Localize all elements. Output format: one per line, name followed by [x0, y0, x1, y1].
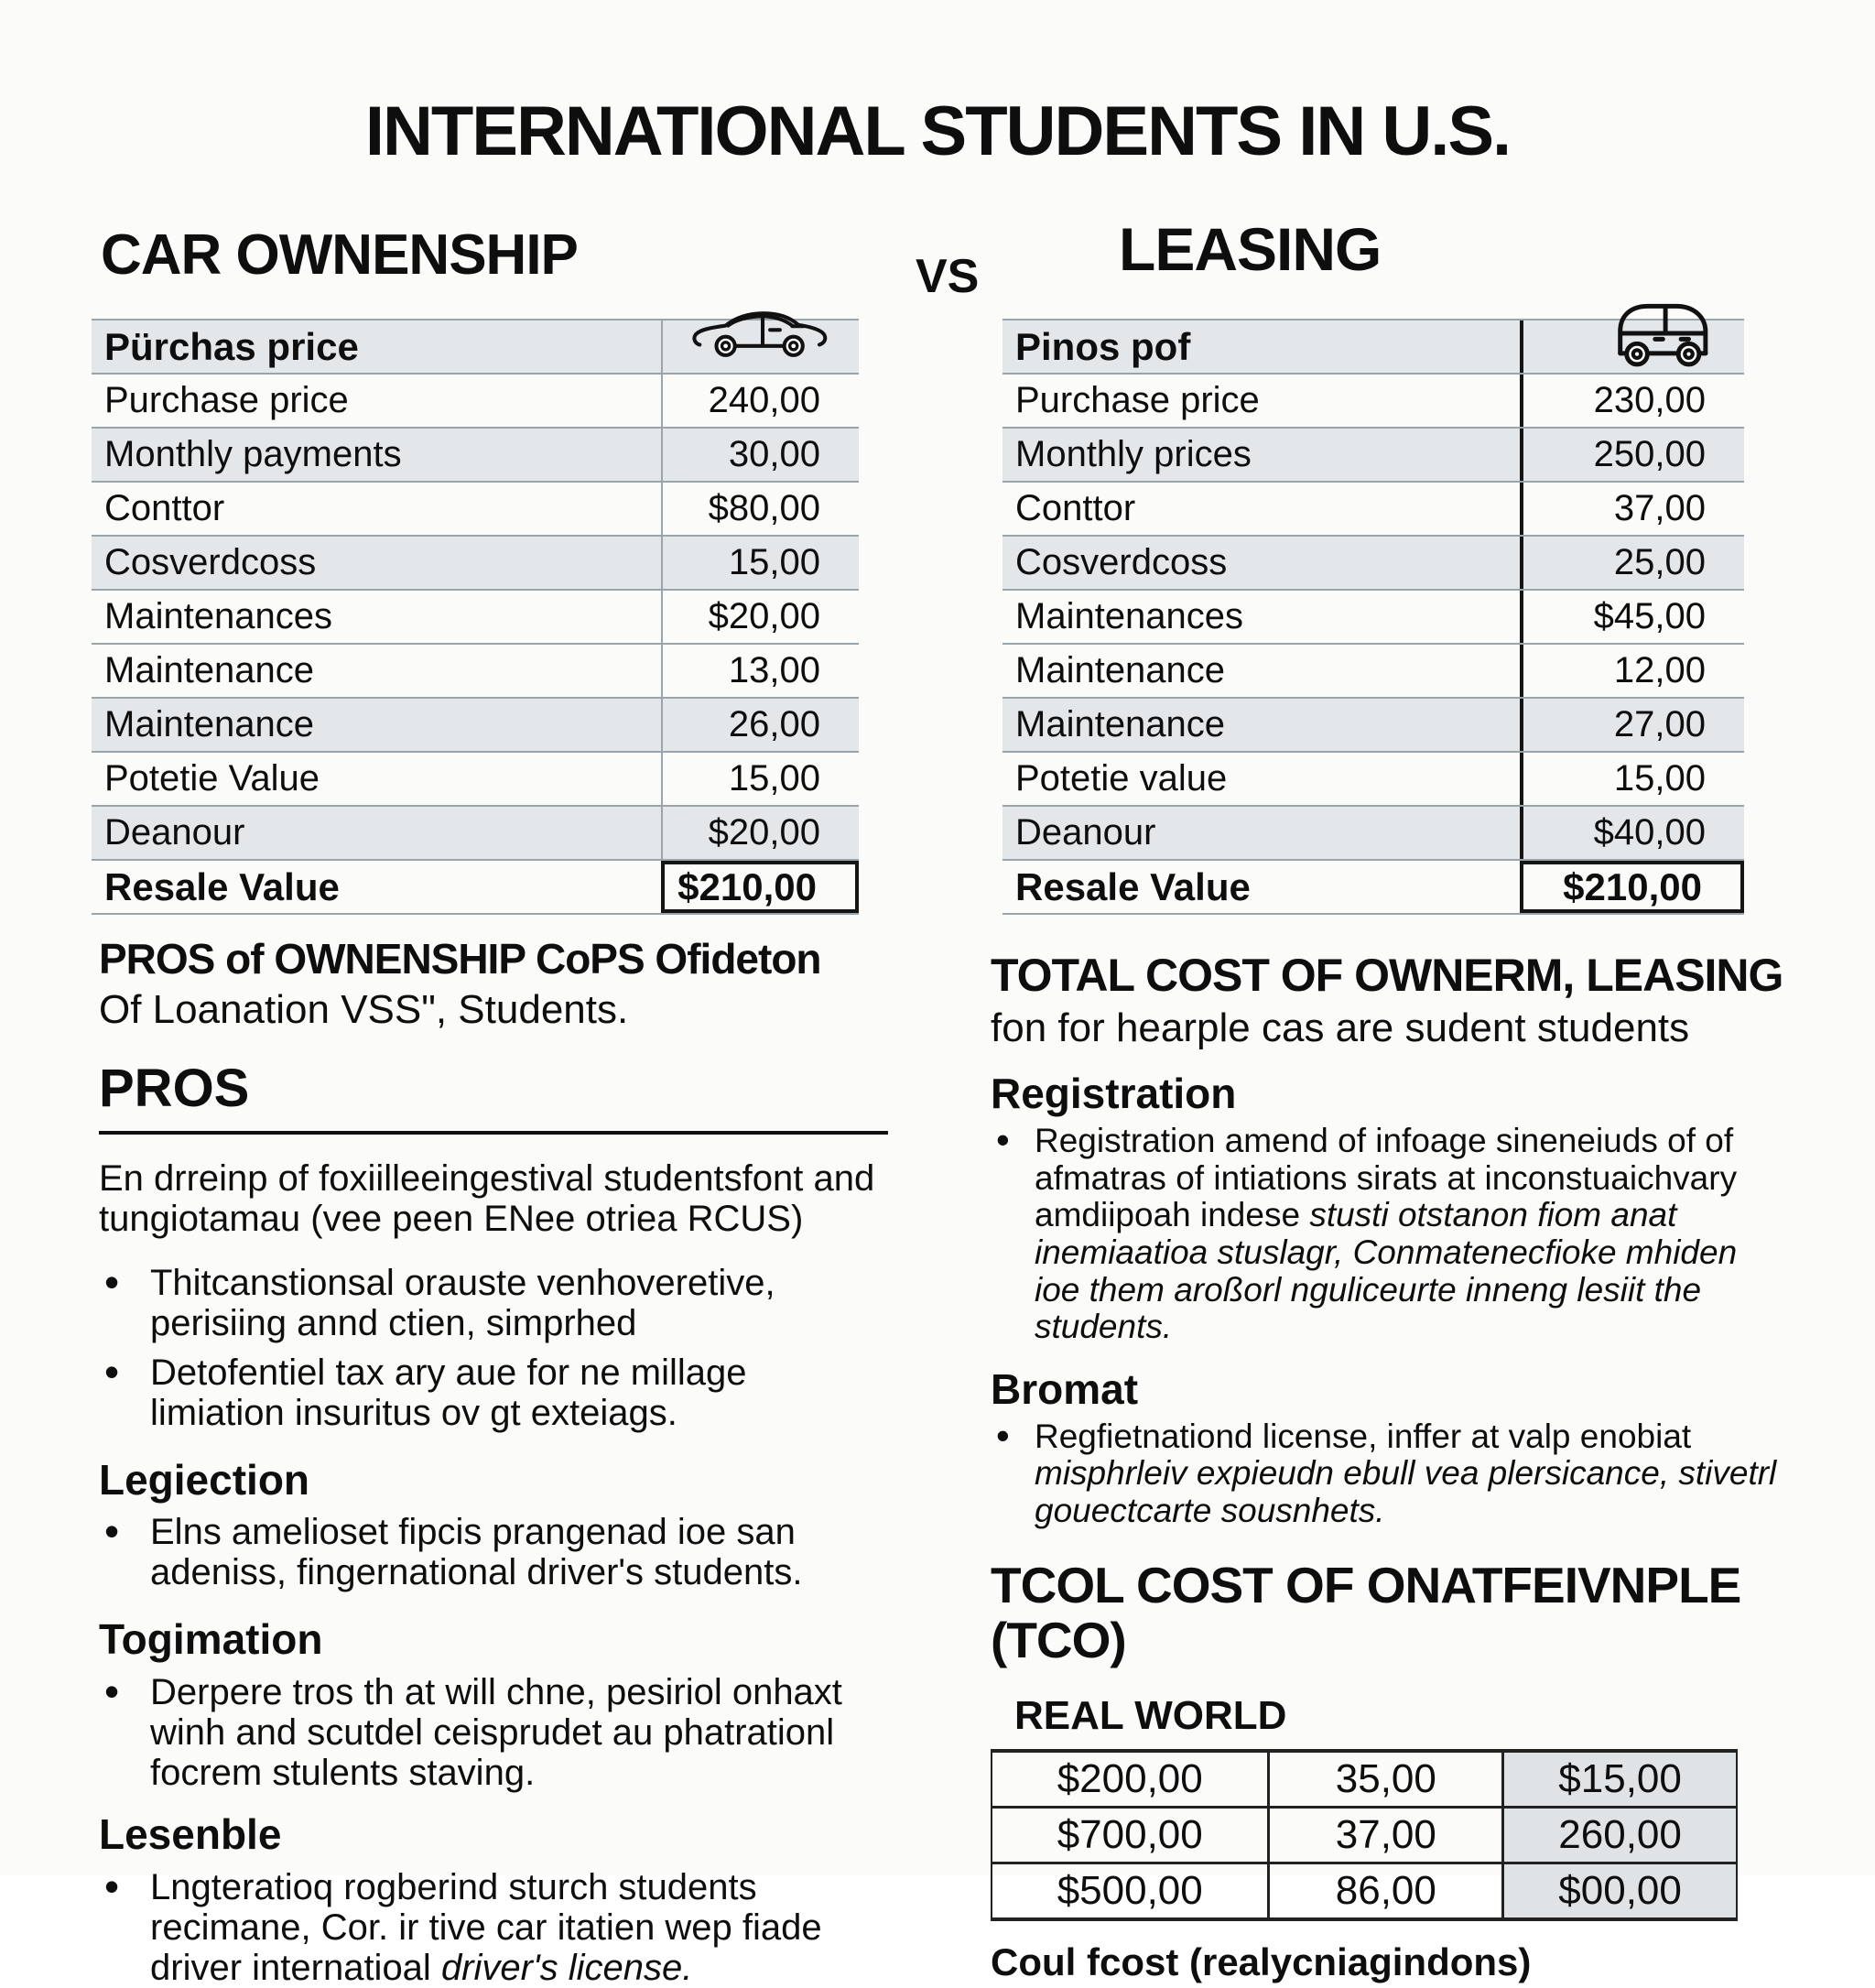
- registration-bullet-italic: stusti otstanon fiom anat inemiaatioa stuslagr, Conmatenecfioke mhiden ioe them aroßorl nguliceurte inneng lesiit the students.: [1035, 1196, 1738, 1346]
- total-cost-section: [991, 951, 1785, 1983]
- pros-section: [99, 936, 888, 1988]
- table-row: Maintenances $45,00: [1003, 591, 1744, 645]
- sedan-car-icon: [688, 304, 833, 363]
- tco-table-row: $200,00 35,00 $15,00: [992, 1753, 1736, 1809]
- table-row: Maintenance 26,00: [92, 699, 859, 753]
- table-row: Deanour $20,00: [92, 807, 859, 861]
- leasing-table-header: Pinos pof: [1015, 324, 1191, 368]
- table-row-resale: Resale Value $210,00: [1003, 861, 1744, 915]
- table-row: Purchase price 230,00: [1003, 375, 1744, 429]
- table-row: Maintenance 12,00: [1003, 645, 1744, 699]
- table-row: Purchase price 240,00: [92, 375, 859, 429]
- table-row: Maintenance 13,00: [92, 645, 859, 699]
- table-row: Deanour $40,00: [1003, 807, 1744, 861]
- pros-section-heading: PROS of OWNENSHIP CoPS Ofideton: [99, 935, 821, 983]
- togimation-heading: Togimation: [99, 1615, 323, 1664]
- total-cost-subheading: fon for hearple cas are sudent students: [991, 1005, 1690, 1050]
- table-row: Monthly prices 250,00: [1003, 429, 1744, 483]
- table-row-resale: Resale Value $210,00: [92, 861, 859, 915]
- real-world-label: REAL WORLD: [1014, 1692, 1287, 1738]
- table-row: Cosverdcoss 15,00: [92, 537, 859, 591]
- vs-label: VS: [916, 250, 980, 303]
- table-row: Potetie Value 15,00: [92, 753, 859, 807]
- table-row: Monthly payments 30,00: [92, 429, 859, 483]
- ownership-table-header: Pürchas price: [104, 324, 359, 368]
- tco-caption: Coul fcost (realycniagindons): [991, 1940, 1532, 1984]
- registration-bullet: • Registration amend of infoage sineneiuds of of afmatras of intiations sirats at inconstuaichvary amdiipoah indese stusti otstanon fiom anat inemiaatioa stuslagr, Conmatenecfioke mhiden ioe them aroßorl nguliceurte inneng lesiit the students.: [991, 1123, 1785, 1346]
- legiection-heading: Legiection: [99, 1455, 310, 1504]
- registration-heading: Registration: [991, 1070, 1237, 1118]
- table-row: Conttor 37,00: [1003, 483, 1744, 537]
- table-row: Cosverdcoss 25,00: [1003, 537, 1744, 591]
- bromat-bullet: • Regfietnationd license, inffer at valp enobiat misphrleiv expieudn ebull vea plersicance, stivetrl gouectcarte sousnhets.: [991, 1418, 1785, 1530]
- togimation-bullet: • Derpere tros th at will chne, pesiriol onhaxt winh and scutdel ceisprudet au phatrationl focrem stulents staving.: [99, 1672, 888, 1793]
- pros-bullet: • Detofentiel tax ary aue for ne millage limiation insuritus ov gt exteiags.: [99, 1352, 888, 1433]
- legiection-bullet: • Elns amelioset fipcis prangenad ioe san adeniss, fingernational driver's students.: [99, 1512, 888, 1592]
- leasing-heading: LEASING: [1119, 215, 1382, 283]
- lesenble-bullet-italic: driver's license.: [440, 1947, 693, 1988]
- pros-bullet: • Thitcanstionsal orauste venhoveretive, perisiing annd ctien, simprhed: [99, 1263, 888, 1343]
- page-title: INTERNATIONAL STUDENTS IN U.S.: [364, 92, 1511, 170]
- table-row: Maintenance 27,00: [1003, 699, 1744, 753]
- table-header-row: [92, 320, 859, 375]
- tco-table-row: $500,00 86,00 $00,00: [992, 1864, 1736, 1917]
- pros-intro: En drreinp of foxiilleeingestival studentsfont and tungiotamau (vee peen ENee otriea RCUS): [99, 1157, 875, 1239]
- pros-section-subheading: Of Loanation VSS", Students.: [99, 986, 629, 1032]
- tco-table-row: $700,00 37,00 260,00: [992, 1809, 1736, 1864]
- compact-car-icon: [1609, 298, 1718, 369]
- ownership-table: [92, 319, 859, 915]
- bromat-heading: Bromat: [991, 1365, 1139, 1414]
- leasing-table: [1003, 319, 1744, 915]
- table-row: Conttor $80,00: [92, 483, 859, 537]
- table-header-row: [1003, 320, 1744, 375]
- lesenble-heading: Lesenble: [99, 1809, 282, 1858]
- total-cost-heading: TOTAL COST OF OWNERM, LEASING: [991, 950, 1783, 1001]
- table-row: Potetie value 15,00: [1003, 753, 1744, 807]
- lesenble-bullet: • Lngteratioq rogberind sturch students recimane, Cor. ir tive car itatien wep fiade driver internatioal driver's license.: [99, 1867, 888, 1988]
- table-row: Maintenances $20,00: [92, 591, 859, 645]
- tco-heading: TCOL COST OF ONATFEIVNPLE (TCO): [991, 1556, 1741, 1669]
- ownership-heading: CAR OWNENSHIP: [101, 223, 578, 287]
- bromat-bullet-italic: misphrleiv expieudn ebull vea plersicance, stivetrl gouectcarte sousnhets.: [1035, 1454, 1777, 1530]
- tco-table: [991, 1749, 1738, 1921]
- pros-title: PROS: [99, 1059, 888, 1135]
